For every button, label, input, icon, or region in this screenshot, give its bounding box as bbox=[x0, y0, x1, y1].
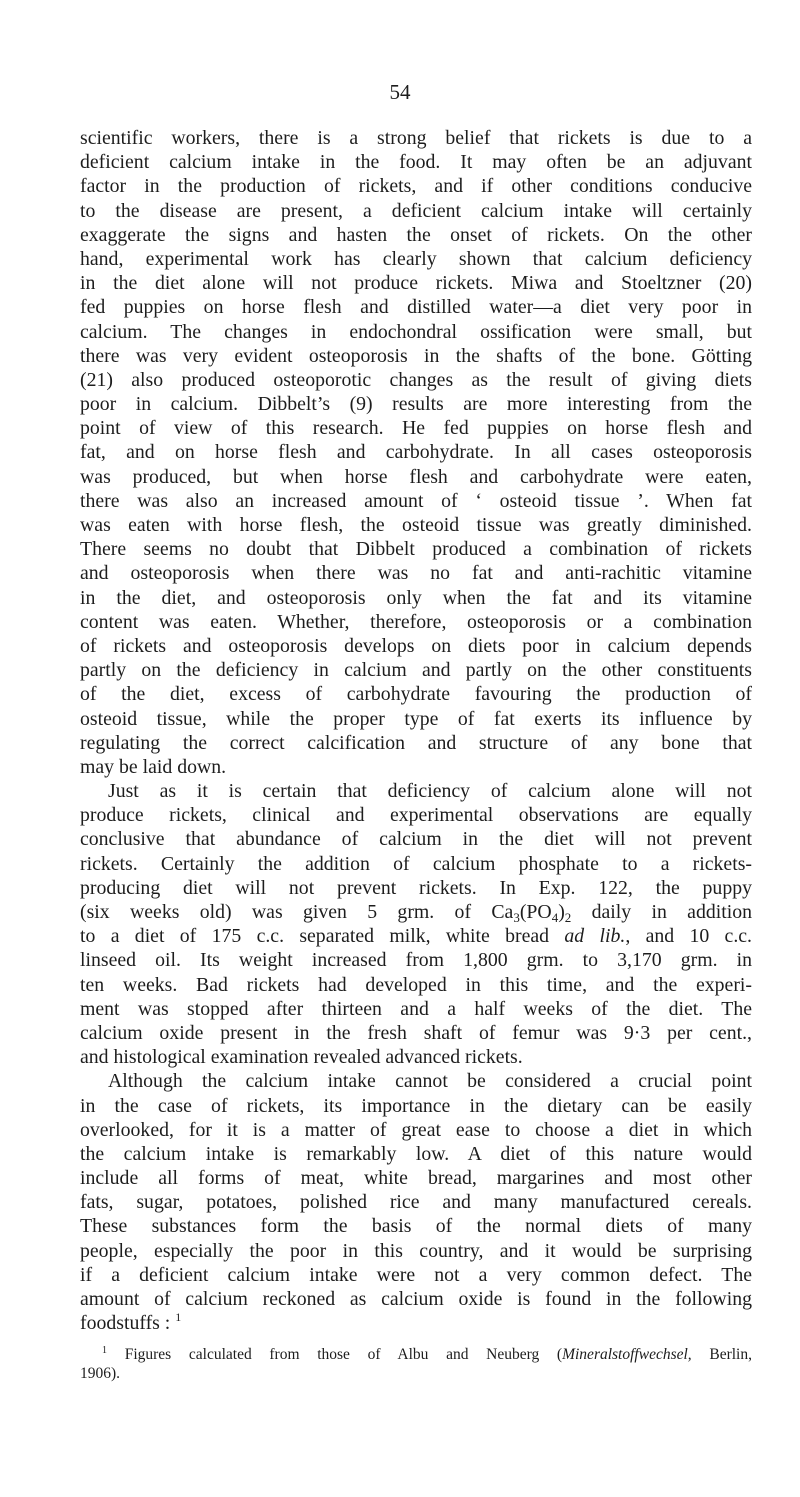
footnote-line: 1906). bbox=[80, 1365, 121, 1382]
text-line: and histological examination revealed advanced rickets. bbox=[80, 1046, 523, 1069]
subscript: 3 bbox=[513, 910, 520, 925]
text-line: people, especially the poor in this country, and it would be surprising bbox=[80, 1239, 752, 1262]
formula-line bbox=[80, 900, 752, 924]
text-line: content was eaten. Whether, therefore, osteoporosis or a combination bbox=[80, 610, 752, 633]
text-run: Figures calculated from those of Albu and Neuberg ( bbox=[107, 1346, 563, 1363]
body-text bbox=[80, 126, 752, 1335]
paragraph-2 bbox=[80, 779, 752, 1069]
text-line: producing diet will not prevent rickets. In Exp. 122, the puppy bbox=[80, 876, 752, 899]
formula-mid: (PO bbox=[519, 901, 552, 923]
text-run: foodstuffs : bbox=[80, 1312, 176, 1335]
formula-close: ) bbox=[558, 901, 565, 923]
text-line: poor in calcium. Dibbelt’s (9) results are more interesting from the bbox=[80, 393, 752, 416]
text-line: if a deficient calcium intake were not a very common defect. The bbox=[80, 1263, 752, 1286]
text-line: was eaten with horse flesh, the osteoid tissue was greatly diminished. bbox=[80, 514, 752, 536]
footnote-marker: 1 bbox=[102, 1345, 107, 1356]
footnote-line bbox=[80, 1345, 752, 1364]
text-line: conclusive that abundance of calcium in the diet will not prevent bbox=[80, 828, 752, 851]
text-line: was produced, but when horse flesh and carbohydrate were eaten, bbox=[80, 465, 752, 488]
text-line: osteoid tissue, while the proper type of fat exerts its influence by bbox=[80, 707, 752, 730]
text-line: partly on the deficiency in calcium and partly on the other constituents bbox=[80, 659, 752, 682]
text-line: Just as it is certain that deficiency of calcium alone will not bbox=[108, 780, 752, 803]
text-line: there was also an increased amount of ‘ osteoid tissue ’. When fat bbox=[80, 489, 752, 512]
text-line: These substances form the basis of the normal diets of many bbox=[80, 1215, 752, 1238]
text-line: regulating the correct calcification and structure of any bone that bbox=[80, 731, 752, 754]
text-line: may be laid down. bbox=[80, 755, 227, 778]
text-line: there was very evident osteoporosis in the shafts of the bone. Götting bbox=[80, 344, 752, 367]
text-line: There seems no doubt that Dibbelt produced a combination of rickets bbox=[80, 538, 752, 561]
text-line: calcium. The changes in endochondral ossification were small, but bbox=[80, 320, 752, 343]
text-line: linseed oil. Its weight increased from 1,800 grm. to 3,170 grm. in bbox=[80, 949, 752, 972]
formula-post: daily in addition bbox=[571, 901, 752, 923]
text-line: point of view of this research. He fed puppies on horse flesh and bbox=[80, 417, 752, 440]
page-number: 54 bbox=[389, 80, 411, 104]
footnote-reference: 1 bbox=[175, 1311, 182, 1325]
text-line: scientific workers, there is a strong belief that rickets is due to a bbox=[80, 127, 752, 149]
subscript: 4 bbox=[551, 910, 559, 925]
subscript: 2 bbox=[564, 910, 572, 925]
text-line bbox=[80, 1311, 752, 1335]
text-line: hand, experimental work has clearly shown that calcium deficiency bbox=[80, 247, 752, 270]
formula-pre: (six weeks old) was given 5 grm. of Ca bbox=[80, 901, 514, 923]
text-line: (21) also produced osteoporotic changes as the result of giving diets bbox=[80, 368, 752, 391]
text-line: rickets. Certainly the addition of calcium phosphate to a rickets- bbox=[80, 852, 752, 875]
text-line: ment was stopped after thirteen and a half weeks of the diet. The bbox=[80, 997, 752, 1020]
text-line: of the diet, excess of carbohydrate favouring the production of bbox=[80, 683, 752, 706]
text-line: include all forms of meat, white bread, margarines and most other bbox=[80, 1167, 752, 1190]
text-run: , and 10 c.c. bbox=[625, 925, 752, 948]
text-line bbox=[80, 924, 752, 948]
text-line: produce rickets, clinical and experimental observations are equally bbox=[80, 804, 752, 827]
text-line: exaggerate the signs and hasten the onset of rickets. On the other bbox=[80, 223, 752, 246]
text-line: calcium oxide present in the fresh shaft of femur was 9·3 per cent., bbox=[80, 1021, 752, 1044]
text-line: fats, sugar, potatoes, polished rice and many manufactured cereals. bbox=[80, 1191, 752, 1214]
text-line: in the case of rickets, its importance in the dietary can be easily bbox=[80, 1094, 752, 1117]
text-run: to a diet of 175 c.c. separated milk, white bread bbox=[80, 925, 565, 948]
text-line: fat, and on horse flesh and carbohydrate. In all cases osteoporosis bbox=[80, 441, 752, 464]
italic-text: Mineralstoffwechsel, bbox=[562, 1346, 692, 1363]
text-line: Although the calcium intake cannot be considered a crucial point bbox=[108, 1070, 752, 1093]
text-line: in the diet, and osteoporosis only when the fat and its vitamine bbox=[80, 586, 752, 609]
text-line: deficient calcium intake in the food. It may often be an adjuvant bbox=[80, 151, 752, 174]
text-line: overlooked, for it is a matter of great ease to choose a diet in which bbox=[80, 1118, 752, 1141]
text-line: factor in the production of rickets, and if other conditions conducive bbox=[80, 175, 752, 198]
text-run: Berlin, bbox=[691, 1346, 752, 1363]
paragraph-3 bbox=[80, 1069, 752, 1335]
text-line: the calcium intake is remarkably low. A diet of this nature would bbox=[80, 1142, 752, 1165]
text-line: in the diet alone will not produce rickets. Miwa and Stoeltzner (20) bbox=[80, 272, 752, 295]
text-line: of rickets and osteoporosis develops on diets poor in calcium depends bbox=[80, 634, 752, 657]
text-line: and osteoporosis when there was no fat and anti-rachitic vitamine bbox=[80, 562, 752, 585]
italic-text: ad lib. bbox=[564, 925, 626, 948]
text-line: amount of calcium reckoned as calcium oxide is found in the following bbox=[80, 1288, 752, 1310]
text-line: fed puppies on horse flesh and distilled water—a diet very poor in bbox=[80, 296, 752, 319]
text-line: ten weeks. Bad rickets had developed in this time, and the experi- bbox=[80, 973, 752, 996]
footnote bbox=[80, 1345, 752, 1383]
text-line: to the disease are present, a deficient calcium intake will certainly bbox=[80, 199, 752, 222]
paragraph-1 bbox=[80, 126, 752, 779]
